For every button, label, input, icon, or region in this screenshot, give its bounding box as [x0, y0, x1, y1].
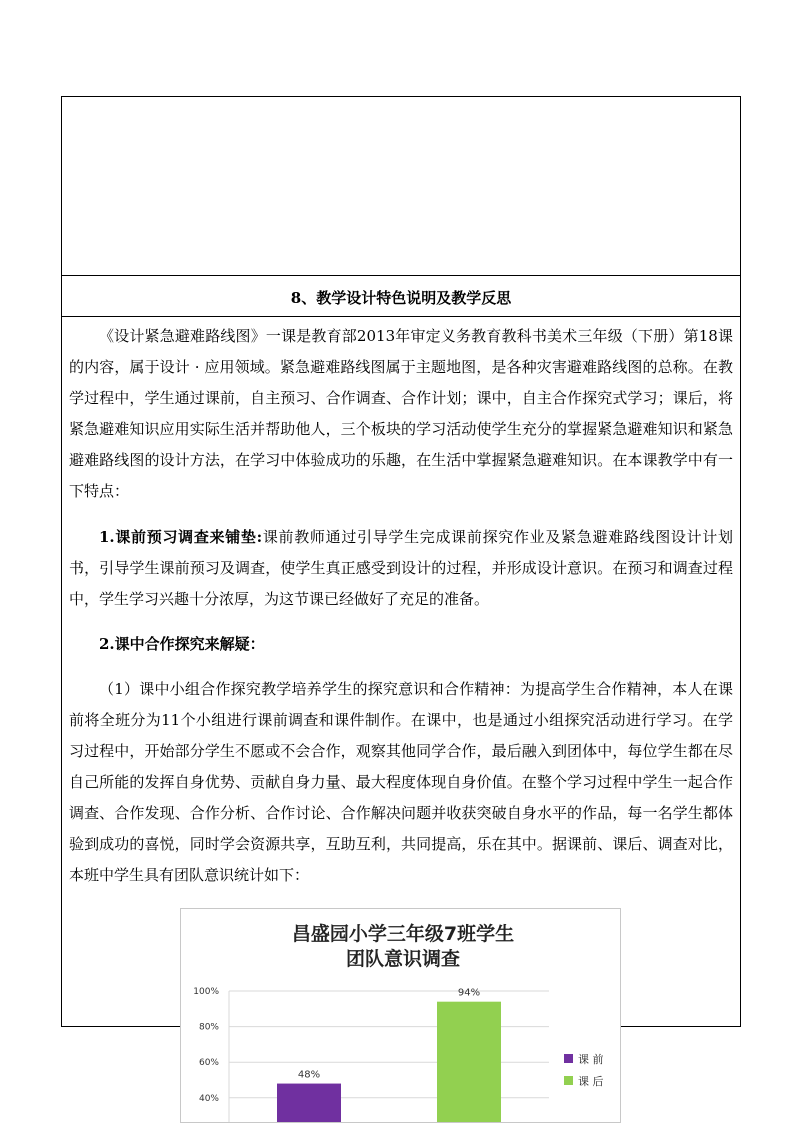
legend-swatch — [564, 1076, 573, 1085]
section-heading-row — [61, 275, 741, 317]
chart-title-line1: 昌盛园小学三年级7班学生 — [291, 923, 515, 945]
chart-title-line2: 团队意识调查 — [345, 948, 461, 970]
cooperation-paragraph: （1）课中小组合作探究教学培养学生的探究意识和合作精神：为提高学生合作精神，本人在课前将全班分为11个小组进行课前调查和课件制作。在课中，也是通过小组探究活动进行学习。在学习过程中，开始部分学生不愿或不会合作，观察其他同学合作，最后融入到团体中，每位学生都在尽自己所能的发挥自身优势、贡献自身力量、最大程度体现自身价值。在整个学习过程中学生一起合作调查、合作发现、合作分析、合作讨论、合作解决问题并收获突破自身水平的作品，每一名学生都体验到成功的喜悦，同时学会资源共享，互助互利，共同提高，乐在其中。据课前、课后、调查对比，本班中学生具有团队意识统计如下： — [69, 680, 733, 884]
y-tick-label: 100% — [193, 987, 219, 997]
point-1-heading: 1.课前预习调查来铺垫: — [99, 528, 263, 546]
point-1-text: 课前教师通过引导学生完成课前探究作业及紧急避难路线图设计计划书，引导学生课前预习及调查，使学生真正感受到设计的过程，并形成设计意识。在预习和调查过程中，学生学习兴趣十分浓厚，为这节课已经做好了充足的准备。 — [69, 528, 733, 608]
point-2-paragraph — [69, 629, 733, 660]
data-label: 48% — [297, 1069, 321, 1081]
data-label: 94% — [457, 987, 481, 999]
legend-label: 课 后 — [578, 1075, 604, 1088]
intro-paragraph: 《设计紧急避难路线图》一课是教育部2013年审定义务教育教科书美术三年级（下册）第18课的内容，属于设计 · 应用领域。紧急避难路线图属于主题地图，是各种灾害避难路线图的总称。在教学过程中，学生通过课前，自主预习、合作调查、合作计划；课中，自主合作探究式学习；课后，将紧急避难知识应用实际生活并帮助他人，三个板块的学习活动使学生充分的掌握紧急避难知识和紧急避难路线图的设计方法，在学习中体验成功的乐趣，在生活中掌握紧急避难知识。在本课教学中有一下特点： — [69, 327, 733, 500]
chart-svg — [181, 909, 621, 1123]
bar-before — [277, 1084, 341, 1123]
chart-y-axis — [193, 987, 219, 1123]
y-tick-label: 80% — [198, 1022, 219, 1033]
team-awareness-chart — [180, 908, 621, 1123]
bar-after — [437, 1002, 501, 1123]
point-1-paragraph — [69, 522, 733, 615]
chart-legend — [564, 1052, 604, 1088]
legend-label: 课 前 — [578, 1053, 604, 1066]
y-tick-label: 60% — [198, 1058, 219, 1069]
legend-swatch — [564, 1054, 573, 1063]
y-tick-label: 40% — [198, 1093, 219, 1104]
blank-table-cell — [61, 96, 741, 276]
section-heading: 8、教学设计特色说明及教学反思 — [290, 289, 512, 307]
point-2-heading: 2.课中合作探究来解疑： — [99, 635, 265, 653]
